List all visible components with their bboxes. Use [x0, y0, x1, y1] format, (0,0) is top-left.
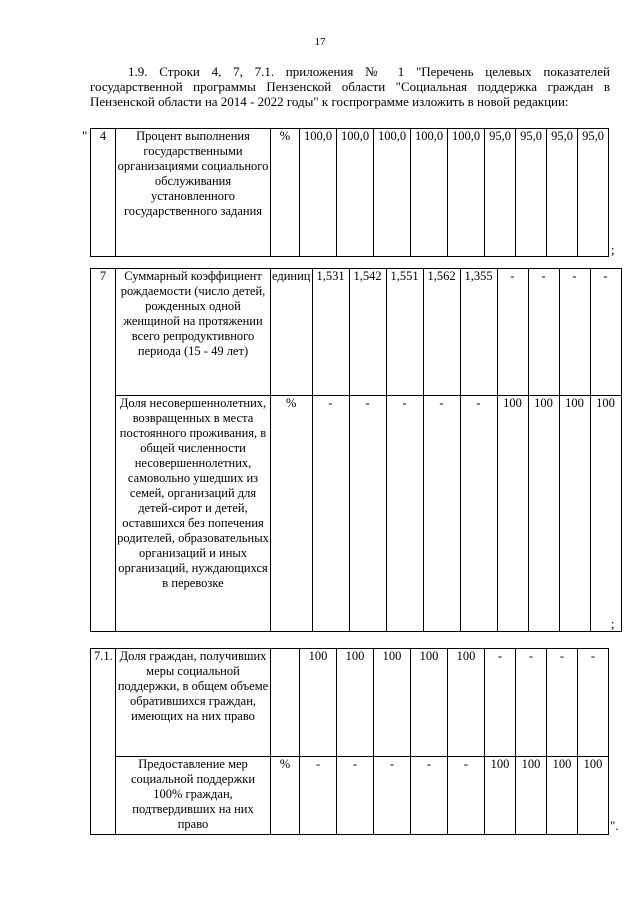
- table-row: [91, 649, 609, 757]
- value-cell: 100,0: [374, 129, 411, 257]
- value-cell: -: [578, 649, 609, 757]
- value-cell: 95,0: [516, 129, 547, 257]
- value-cell: -: [349, 396, 386, 632]
- value-cell: 100: [547, 757, 578, 835]
- value-cell: -: [528, 269, 559, 396]
- row-number: 4: [91, 129, 116, 257]
- value-cell: -: [547, 649, 578, 757]
- unit-cell: %: [271, 396, 313, 632]
- value-cell: -: [337, 757, 374, 835]
- value-cell: -: [423, 396, 460, 632]
- value-cell: 95,0: [485, 129, 516, 257]
- value-cell: -: [300, 757, 337, 835]
- value-cell: 100: [337, 649, 374, 757]
- indicator-table-row-7-1: [90, 648, 609, 835]
- open-quote: ": [82, 128, 88, 143]
- value-cell: 100,0: [448, 129, 485, 257]
- indicator-name: Доля несовершеннолетних, возвращенных в места постоянного проживания, в общей численности несовершеннолетних, самовольно ушедших из семей, организаций для детей-сирот и детей, оставшихся без попечения родителей, образовательных организаций и иных организаций, нуждающихся в перевозке: [116, 396, 271, 632]
- indicator-name: Предоставление мер социальной поддержки 100% граждан, подтвердивших на них право: [116, 757, 271, 835]
- intro-text: 1.9. Строки 4, 7, 7.1. приложения № 1 "Перечень целевых показателей государственной программы Пензенской области "Социальная поддержка граждан в Пензенской области на 2014 - 2022 годы" к госпрограмме изложить в новой редакции:: [90, 64, 610, 109]
- value-cell: 100: [411, 649, 448, 757]
- value-cell: -: [386, 396, 423, 632]
- value-cell: -: [411, 757, 448, 835]
- value-cell: 100: [528, 396, 559, 632]
- row-number: 7: [91, 269, 116, 632]
- value-cell: -: [312, 396, 349, 632]
- indicator-table-row-7: [90, 268, 622, 632]
- value-cell: -: [559, 269, 590, 396]
- value-cell: 100,0: [411, 129, 448, 257]
- value-cell: 100: [300, 649, 337, 757]
- value-cell: 100: [374, 649, 411, 757]
- value-cell: 100: [559, 396, 590, 632]
- value-cell: 100,0: [337, 129, 374, 257]
- row-number: 7.1.: [91, 649, 116, 835]
- unit-cell: %: [271, 757, 300, 835]
- value-cell: 1,562: [423, 269, 460, 396]
- indicator-name: Процент выполнения государственными организациями социального обслуживания установленного государственного задания: [116, 129, 271, 257]
- value-cell: -: [485, 649, 516, 757]
- value-cell: 100: [590, 396, 621, 632]
- table-row: [91, 757, 609, 835]
- unit-cell: единиц: [271, 269, 313, 396]
- table-row: [91, 396, 622, 632]
- value-cell: -: [448, 757, 485, 835]
- value-cell: 1,531: [312, 269, 349, 396]
- value-cell: -: [460, 396, 497, 632]
- value-cell: -: [374, 757, 411, 835]
- value-cell: -: [497, 269, 528, 396]
- value-cell: 95,0: [547, 129, 578, 257]
- closing-quote-mark: ".: [610, 818, 619, 833]
- row-end-mark: ;: [611, 616, 615, 631]
- indicator-table-row-4: [90, 128, 609, 257]
- unit-cell: %: [271, 129, 300, 257]
- value-cell: 100,0: [300, 129, 337, 257]
- indicator-name: Суммарный коэффициент рождаемости (число детей, рожденных одной женщиной на протяжении всего репродуктивного периода (15 - 49 лет): [116, 269, 271, 396]
- value-cell: 1,542: [349, 269, 386, 396]
- intro-paragraph: [90, 64, 610, 109]
- value-cell: 100: [516, 757, 547, 835]
- value-cell: 100: [448, 649, 485, 757]
- value-cell: 100: [485, 757, 516, 835]
- value-cell: -: [516, 649, 547, 757]
- table-row: [91, 269, 622, 396]
- value-cell: 1,551: [386, 269, 423, 396]
- value-cell: -: [590, 269, 621, 396]
- value-cell: 100: [497, 396, 528, 632]
- value-cell: 100: [578, 757, 609, 835]
- value-cell: 1,355: [460, 269, 497, 396]
- indicator-name: Доля граждан, получивших меры социальной поддержки, в общем объеме обратившихся граждан, имеющих на них право: [116, 649, 271, 757]
- table-row: [91, 129, 609, 257]
- value-cell: 95,0: [578, 129, 609, 257]
- row-end-mark: ;: [611, 242, 615, 257]
- unit-cell: [271, 649, 300, 757]
- page-number: 17: [314, 36, 326, 48]
